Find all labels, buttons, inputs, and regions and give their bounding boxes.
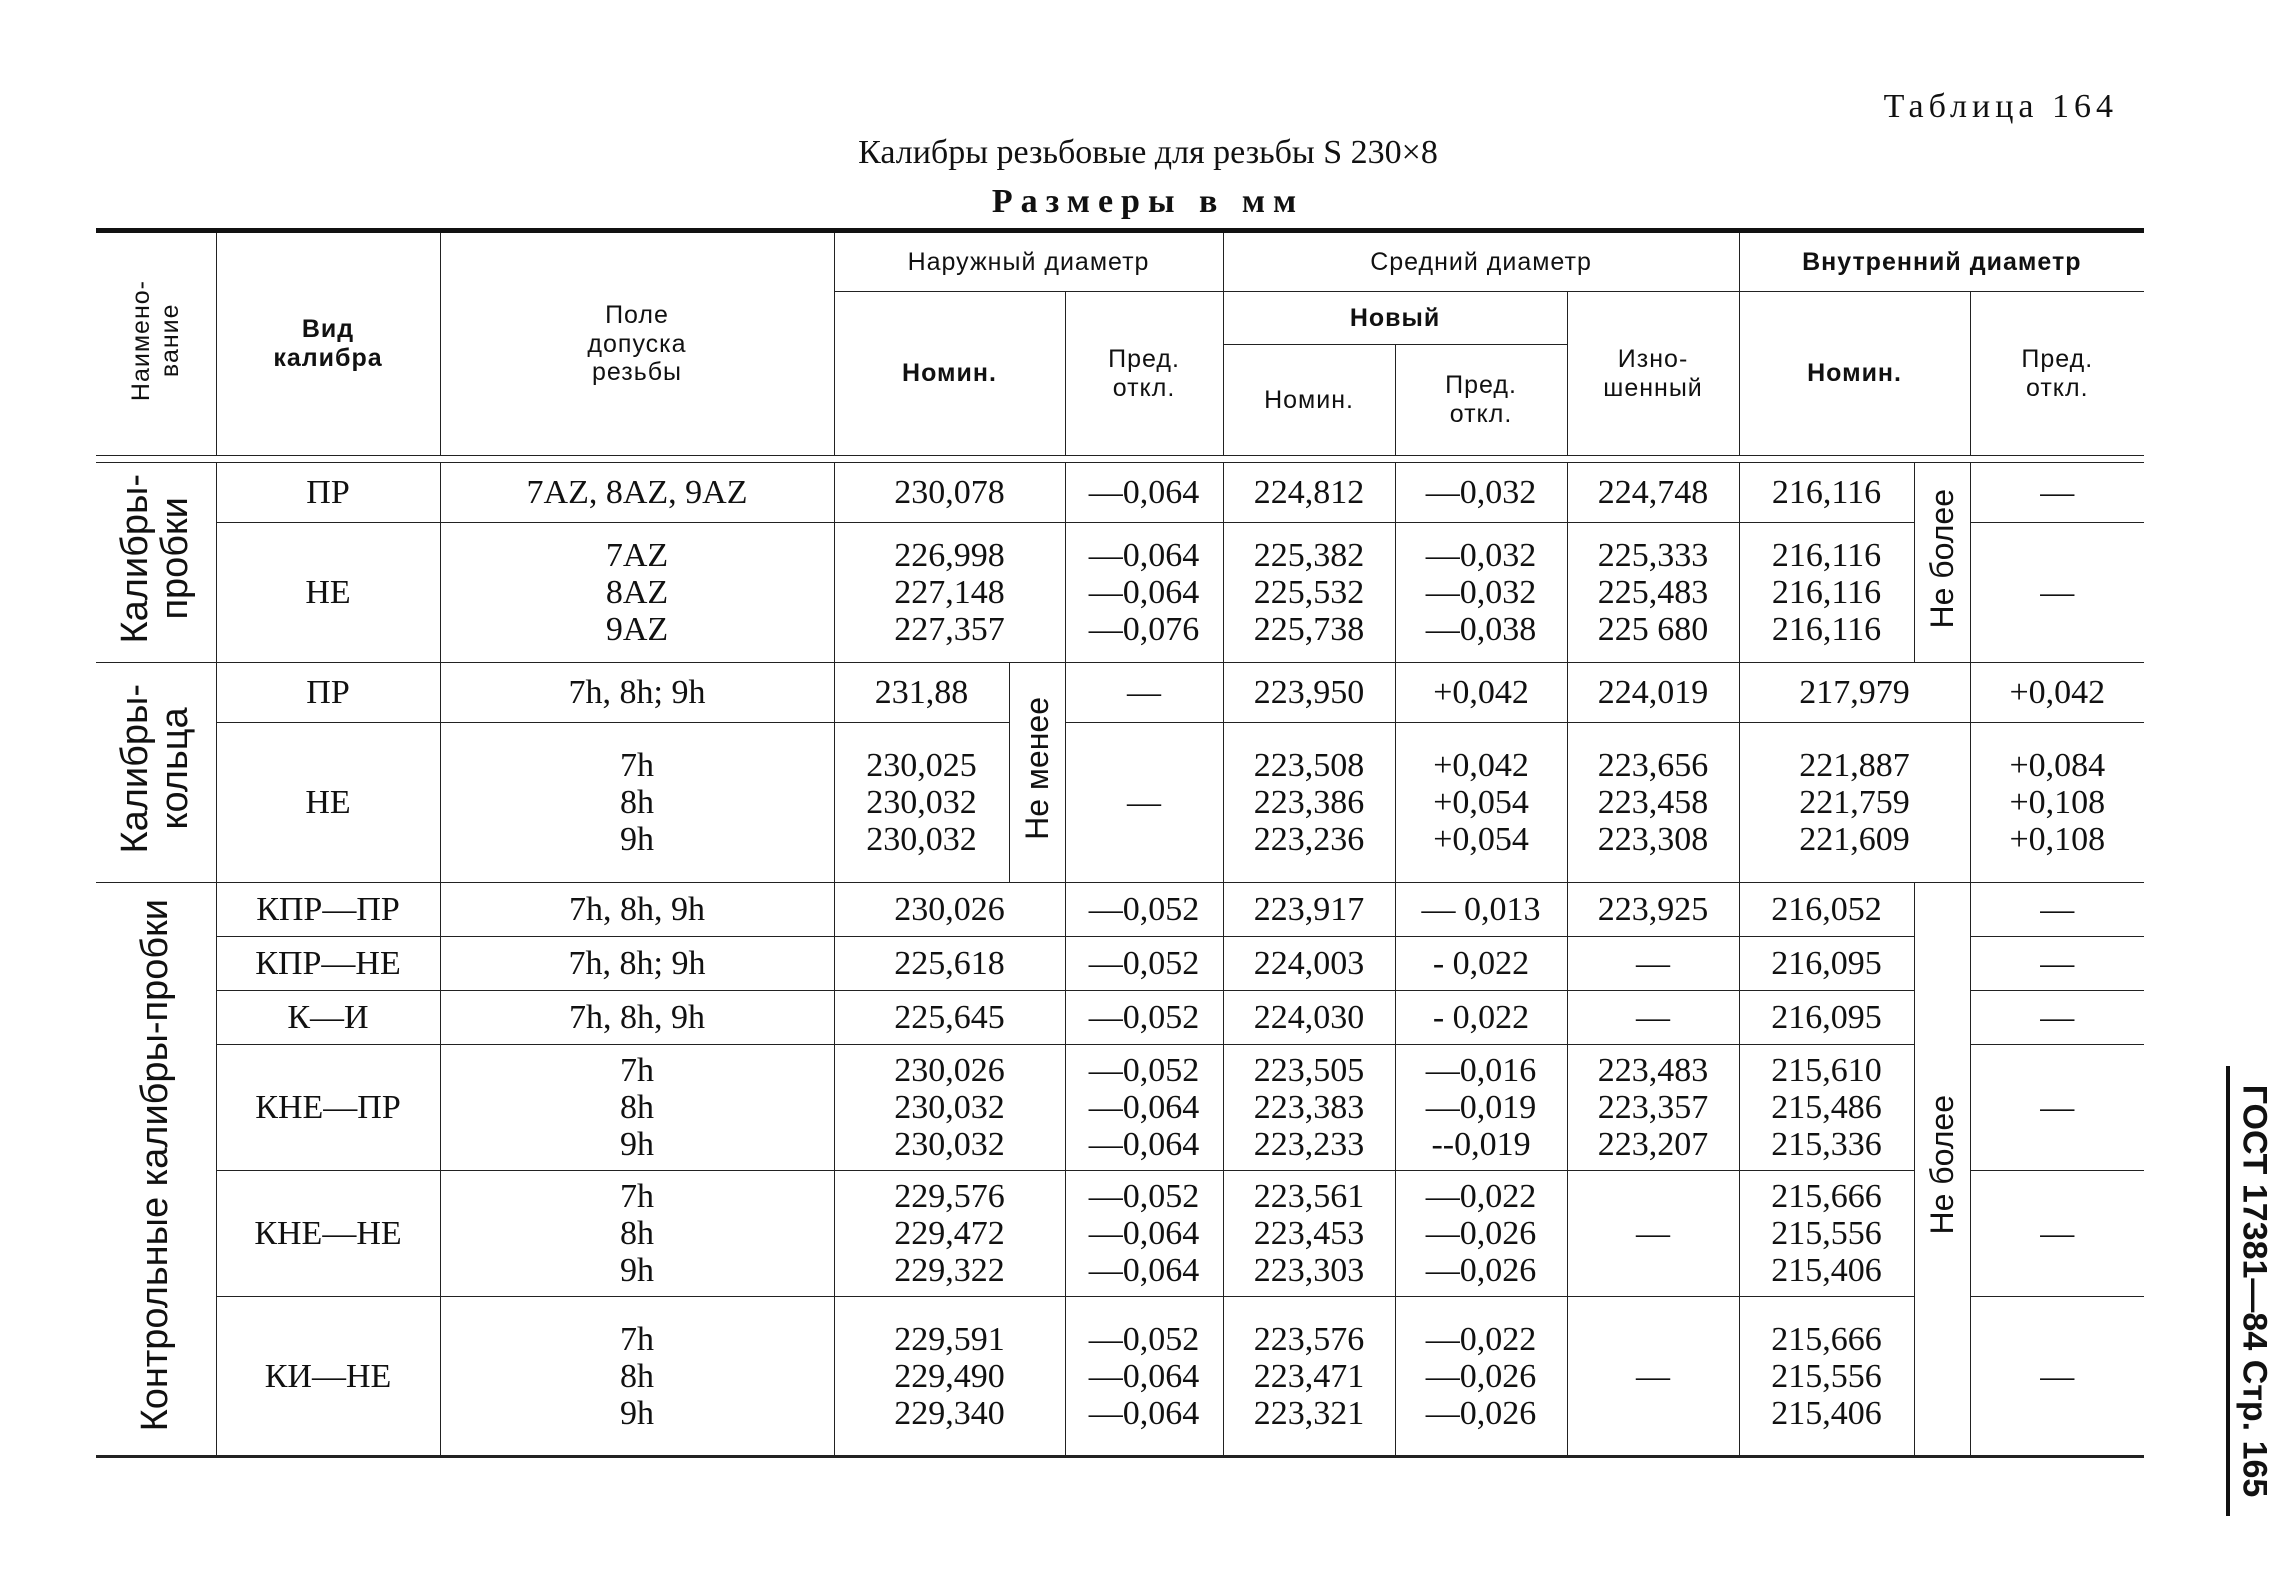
worn-cell: — bbox=[1567, 937, 1739, 991]
tolerance-cell: 7h, 8h; 9h bbox=[440, 937, 834, 991]
worn-cell: — bbox=[1567, 1171, 1739, 1297]
gauge-type-cell: НЕ bbox=[216, 723, 440, 883]
outer-nominal-cell: 230,026 bbox=[834, 883, 1065, 937]
inner-nominal-cell: 216,095 bbox=[1739, 991, 1914, 1045]
inner-nominal-cell: 221,887 221,759 221,609 bbox=[1739, 723, 1970, 883]
inner-deviation-cell: — bbox=[1970, 991, 2144, 1045]
outer-nominal-cell: 230,026 230,032 230,032 bbox=[834, 1045, 1065, 1171]
gauge-dimensions-table bbox=[96, 228, 2144, 1458]
tolerance-cell: 7AZ, 8AZ, 9AZ bbox=[440, 463, 834, 523]
tolerance-cell: 7h 8h 9h bbox=[440, 1171, 834, 1297]
group-rings: Калибры- кольца bbox=[96, 663, 216, 883]
gauge-type-cell: ПР bbox=[216, 463, 440, 523]
side-standard-stamp bbox=[2220, 1066, 2288, 1516]
mean-deviation-cell: —0,016 —0,019 --0,019 bbox=[1395, 1045, 1567, 1171]
note-no-more-control: Не более bbox=[1914, 883, 1970, 1457]
outer-nominal-cell: 230,078 bbox=[834, 463, 1065, 523]
stamp-text: ГОСТ 17381—84 Стр. 165 bbox=[2235, 1084, 2274, 1498]
inner-deviation-cell: — bbox=[1970, 883, 2144, 937]
outer-deviation-cell: —0,064 bbox=[1065, 463, 1223, 523]
tolerance-cell: 7h 8h 9h bbox=[440, 1045, 834, 1171]
group-control-plugs: Контрольные калибры-пробки bbox=[96, 883, 216, 1457]
header-worn: Изно- шенный bbox=[1567, 292, 1739, 456]
gauge-type-cell: К—И bbox=[216, 991, 440, 1045]
worn-cell: 223,925 bbox=[1567, 883, 1739, 937]
inner-nominal-cell: 215,666 215,556 215,406 bbox=[1739, 1297, 1914, 1457]
inner-deviation-cell: +0,084 +0,108 +0,108 bbox=[1970, 723, 2144, 883]
header-name: Наимено- вание bbox=[96, 231, 216, 456]
outer-nominal-cell: 229,576 229,472 229,322 bbox=[834, 1171, 1065, 1297]
table-row bbox=[96, 1045, 2144, 1171]
header-mean-diameter: Средний диаметр bbox=[1223, 231, 1739, 292]
mean-nominal-cell: 223,576 223,471 223,321 bbox=[1223, 1297, 1395, 1457]
worn-cell: 224,748 bbox=[1567, 463, 1739, 523]
outer-nominal-cell: 229,591 229,490 229,340 bbox=[834, 1297, 1065, 1457]
gauge-type-cell: КПР—ПР bbox=[216, 883, 440, 937]
outer-deviation-cell: —0,052 —0,064 —0,064 bbox=[1065, 1045, 1223, 1171]
outer-nominal-cell: 225,645 bbox=[834, 991, 1065, 1045]
header-outer-diameter: Наружный диаметр bbox=[834, 231, 1223, 292]
header-inner-diameter: Внутренний диаметр bbox=[1739, 231, 2144, 292]
table-row bbox=[96, 523, 2144, 663]
worn-cell: — bbox=[1567, 991, 1739, 1045]
mean-nominal-cell: 225,382 225,532 225,738 bbox=[1223, 523, 1395, 663]
units-subtitle: Размеры в мм bbox=[991, 183, 1305, 220]
header-inner-deviation: Пред. откл. bbox=[1970, 292, 2144, 456]
mean-deviation-cell: - 0,022 bbox=[1395, 991, 1567, 1045]
inner-nominal-cell: 216,116 bbox=[1739, 463, 1914, 523]
gauge-type-cell: ПР bbox=[216, 663, 440, 723]
mean-nominal-cell: 223,917 bbox=[1223, 883, 1395, 937]
outer-deviation-cell: —0,052 bbox=[1065, 937, 1223, 991]
inner-deviation-cell: — bbox=[1970, 937, 2144, 991]
inner-nominal-cell: 216,052 bbox=[1739, 883, 1914, 937]
outer-nominal-cell: 225,618 bbox=[834, 937, 1065, 991]
outer-deviation-cell: — bbox=[1065, 663, 1223, 723]
header-mean-deviation: Пред. откл. bbox=[1395, 345, 1567, 456]
tolerance-cell: 7h 8h 9h bbox=[440, 1297, 834, 1457]
table-row bbox=[96, 937, 2144, 991]
mean-nominal-cell: 223,561 223,453 223,303 bbox=[1223, 1171, 1395, 1297]
outer-deviation-cell: —0,052 —0,064 —0,064 bbox=[1065, 1297, 1223, 1457]
gauge-type-cell: КИ—НЕ bbox=[216, 1297, 440, 1457]
header-inner-nominal: Номин. bbox=[1739, 292, 1970, 456]
mean-nominal-cell: 224,812 bbox=[1223, 463, 1395, 523]
mean-nominal-cell: 223,505 223,383 223,233 bbox=[1223, 1045, 1395, 1171]
note-no-more-plugs: Не более bbox=[1914, 463, 1970, 663]
header-mean-nominal: Номин. bbox=[1223, 345, 1395, 456]
inner-deviation-cell: — bbox=[1970, 1297, 2144, 1457]
mean-nominal-cell: 224,030 bbox=[1223, 991, 1395, 1045]
header-outer-nominal: Номин. bbox=[834, 292, 1065, 456]
mean-deviation-cell: — 0,013 bbox=[1395, 883, 1567, 937]
table-row bbox=[96, 1171, 2144, 1297]
outer-nominal-cell: 226,998 227,148 227,357 bbox=[834, 523, 1065, 663]
outer-nominal-cell: 230,025 230,032 230,032 bbox=[834, 723, 1009, 883]
table-row bbox=[96, 991, 2144, 1045]
table-row bbox=[96, 723, 2144, 883]
inner-nominal-cell: 216,095 bbox=[1739, 937, 1914, 991]
table-number: Таблица 164 bbox=[1883, 88, 2118, 125]
mean-nominal-cell: 224,003 bbox=[1223, 937, 1395, 991]
mean-deviation-cell: —0,022 —0,026 —0,026 bbox=[1395, 1171, 1567, 1297]
worn-cell: 223,483 223,357 223,207 bbox=[1567, 1045, 1739, 1171]
header-gap bbox=[96, 456, 2144, 463]
outer-nominal-cell: 231,88 bbox=[834, 663, 1009, 723]
table-row bbox=[96, 1297, 2144, 1457]
inner-deviation-cell: — bbox=[1970, 523, 2144, 663]
header-tolerance-field: Поле допуска резьбы bbox=[440, 231, 834, 456]
inner-deviation-cell: — bbox=[1970, 1045, 2144, 1171]
outer-deviation-cell: —0,052 bbox=[1065, 991, 1223, 1045]
outer-deviation-cell: —0,052 —0,064 —0,064 bbox=[1065, 1171, 1223, 1297]
header-outer-deviation: Пред. откл. bbox=[1065, 292, 1223, 456]
mean-nominal-cell: 223,508 223,386 223,236 bbox=[1223, 723, 1395, 883]
inner-deviation-cell: — bbox=[1970, 1171, 2144, 1297]
inner-nominal-cell: 215,666 215,556 215,406 bbox=[1739, 1171, 1914, 1297]
tolerance-cell: 7h 8h 9h bbox=[440, 723, 834, 883]
table-row bbox=[96, 663, 2144, 723]
inner-nominal-cell: 216,116 216,116 216,116 bbox=[1739, 523, 1914, 663]
inner-deviation-cell: — bbox=[1970, 463, 2144, 523]
gauge-type-cell: КНЕ—ПР bbox=[216, 1045, 440, 1171]
inner-deviation-cell: +0,042 bbox=[1970, 663, 2144, 723]
worn-cell: 224,019 bbox=[1567, 663, 1739, 723]
worn-cell: — bbox=[1567, 1297, 1739, 1457]
mean-deviation-cell: —0,032 bbox=[1395, 463, 1567, 523]
note-no-less-rings: Не менее bbox=[1009, 663, 1065, 883]
tolerance-cell: 7AZ 8AZ 9AZ bbox=[440, 523, 834, 663]
header-gauge-type: Вид калибра bbox=[216, 231, 440, 456]
mean-deviation-cell: - 0,022 bbox=[1395, 937, 1567, 991]
mean-deviation-cell: —0,022 —0,026 —0,026 bbox=[1395, 1297, 1567, 1457]
outer-deviation-cell: —0,052 bbox=[1065, 883, 1223, 937]
tolerance-cell: 7h, 8h; 9h bbox=[440, 663, 834, 723]
table-row bbox=[96, 883, 2144, 937]
tolerance-cell: 7h, 8h, 9h bbox=[440, 883, 834, 937]
stamp-bar bbox=[2226, 1066, 2230, 1516]
outer-deviation-cell: —0,064 —0,064 —0,076 bbox=[1065, 523, 1223, 663]
mean-deviation-cell: +0,042 +0,054 +0,054 bbox=[1395, 723, 1567, 883]
gauge-type-cell: КНЕ—НЕ bbox=[216, 1171, 440, 1297]
mean-nominal-cell: 223,950 bbox=[1223, 663, 1395, 723]
worn-cell: 225,333 225,483 225 680 bbox=[1567, 523, 1739, 663]
group-plugs: Калибры- пробки bbox=[96, 463, 216, 663]
gauge-type-cell: КПР—НЕ bbox=[216, 937, 440, 991]
mean-deviation-cell: —0,032 —0,032 —0,038 bbox=[1395, 523, 1567, 663]
outer-deviation-cell: — bbox=[1065, 723, 1223, 883]
worn-cell: 223,656 223,458 223,308 bbox=[1567, 723, 1739, 883]
table-title: Калибры резьбовые для резьбы S 230×8 bbox=[858, 134, 1438, 171]
table-row bbox=[96, 463, 2144, 523]
tolerance-cell: 7h, 8h, 9h bbox=[440, 991, 834, 1045]
inner-nominal-cell: 217,979 bbox=[1739, 663, 1970, 723]
mean-deviation-cell: +0,042 bbox=[1395, 663, 1567, 723]
header-new: Новый bbox=[1223, 292, 1567, 345]
inner-nominal-cell: 215,610 215,486 215,336 bbox=[1739, 1045, 1914, 1171]
gauge-type-cell: НЕ bbox=[216, 523, 440, 663]
